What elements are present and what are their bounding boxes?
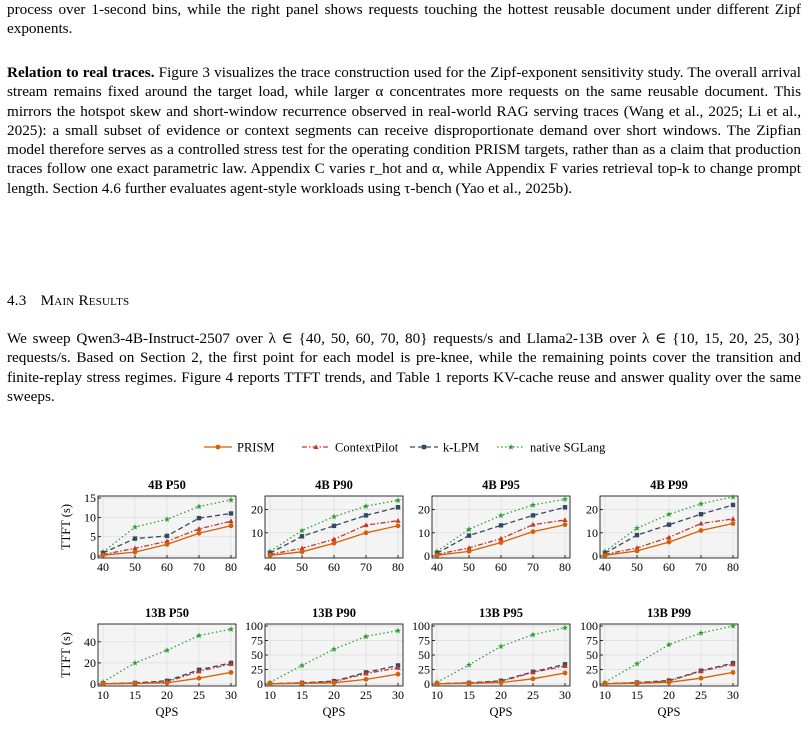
data-point: [229, 511, 233, 515]
data-point: [731, 503, 735, 507]
panel-title: 4B P90: [315, 478, 353, 492]
section-title: Main Results: [40, 292, 130, 309]
x-axis-label: QPS: [657, 705, 681, 719]
ttft-figure: [0, 436, 808, 748]
data-point: [467, 549, 472, 554]
y-tick-label: 50: [586, 648, 598, 662]
data-point: [667, 540, 672, 545]
x-tick-label: 70: [193, 560, 205, 574]
x-tick-label: 70: [360, 560, 372, 574]
figure-panels: [59, 478, 739, 719]
panel-4b-p95: [418, 478, 571, 574]
y-tick-label: 100: [412, 619, 430, 633]
y-tick-label: 100: [580, 619, 598, 633]
x-tick-label: 70: [695, 560, 707, 574]
x-tick-label: 25: [193, 688, 205, 702]
data-point: [300, 549, 305, 554]
y-tick-label: 50: [418, 648, 430, 662]
y-tick-label: 20: [418, 502, 430, 517]
x-tick-label: 25: [360, 688, 372, 702]
panel-title: 4B P50: [148, 478, 186, 492]
data-point: [197, 516, 201, 520]
panel-title: 13B P90: [311, 606, 357, 620]
data-point: [699, 528, 704, 533]
data-point: [364, 513, 368, 517]
legend-label: native SGLang: [530, 440, 606, 455]
data-point: [396, 505, 400, 509]
y-tick-label: 20: [251, 502, 263, 517]
x-tick-label: 70: [527, 560, 539, 574]
y-tick-label: 0: [90, 549, 96, 563]
legend-entry-prism: [204, 441, 275, 455]
data-point: [699, 676, 704, 681]
panel-4b-p50: [59, 478, 237, 574]
legend-label: k-LPM: [443, 440, 480, 455]
data-point: [197, 676, 202, 681]
x-tick-label: 40: [599, 560, 611, 574]
x-tick-label: 60: [328, 560, 340, 574]
panel-title: 13B P95: [478, 606, 524, 620]
data-point: [499, 523, 503, 527]
x-tick-label: 30: [727, 688, 739, 702]
data-point: [229, 523, 234, 528]
x-axis-label: QPS: [155, 705, 179, 719]
panel-4b-p99: [586, 478, 739, 574]
data-point: [165, 534, 169, 538]
y-tick-label: 0: [424, 677, 430, 691]
x-tick-label: 80: [559, 560, 571, 574]
y-tick-label: 25: [251, 662, 263, 677]
panel-13b-p50: [59, 606, 237, 719]
section-heading: [7, 292, 129, 310]
data-point: [435, 681, 440, 686]
x-tick-label: 15: [129, 688, 141, 702]
data-point: [165, 542, 170, 547]
panel-title: 4B P99: [650, 478, 688, 492]
data-point: [499, 680, 504, 685]
x-tick-label: 10: [97, 688, 109, 702]
data-point: [667, 680, 672, 685]
y-tick-label: 10: [251, 525, 263, 540]
data-point: [603, 553, 608, 558]
y-tick-label: 0: [592, 549, 598, 563]
x-tick-label: 25: [527, 688, 539, 702]
data-point: [268, 681, 273, 686]
data-point: [165, 681, 170, 686]
data-point: [332, 524, 336, 528]
panel-title: 13B P99: [646, 606, 692, 620]
data-point: [531, 513, 535, 517]
data-point: [396, 523, 401, 528]
x-tick-label: 15: [296, 688, 308, 702]
x-tick-label: 80: [392, 560, 404, 574]
legend-label: PRISM: [237, 440, 275, 455]
data-point: [563, 505, 567, 509]
data-point: [563, 522, 568, 527]
y-tick-label: 100: [245, 619, 263, 633]
legend-label: ContextPilot: [335, 440, 399, 455]
y-tick-label: 40: [84, 634, 96, 649]
data-point: [300, 681, 305, 686]
relation-paragraph: [7, 63, 801, 198]
y-tick-label: 0: [90, 677, 96, 691]
x-tick-label: 30: [559, 688, 571, 702]
x-tick-label: 15: [463, 688, 475, 702]
y-tick-label: 10: [418, 525, 430, 540]
data-point: [364, 677, 369, 682]
legend-entry-contextpilot: [302, 441, 399, 455]
y-tick-label: 50: [251, 648, 263, 662]
x-tick-label: 50: [631, 560, 643, 574]
data-point: [563, 671, 568, 676]
data-point: [603, 681, 608, 686]
x-tick-label: 30: [225, 688, 237, 702]
y-tick-label: 15: [84, 491, 96, 505]
data-point: [635, 533, 639, 537]
main-results-body: We sweep Qwen3-4B-Instruct-2507 over λ ∈ {40, 50, 60, 70, 80} requests/s and Llama2-13B over λ ∈ {10, 15, 20, 25, 30} requests/s. Based on Section 2, the first point for each model is pre-knee, while the remaining points cover the transition and finite-replay stress regimes. Figure 4 reports TTFT trends, and Table 1 reports KV-cache reuse and answer quality over the same sweeps.: [7, 330, 801, 405]
x-axis-label: QPS: [489, 705, 513, 719]
data-point: [332, 680, 337, 685]
y-tick-label: 75: [586, 633, 598, 648]
x-tick-label: 10: [431, 688, 443, 702]
data-point: [435, 553, 440, 558]
legend-entry-k-lpm: [410, 441, 479, 455]
data-point: [467, 681, 472, 686]
data-point: [101, 681, 106, 686]
section-number: 4.3: [7, 292, 27, 309]
x-tick-label: 50: [129, 560, 141, 574]
main-results-paragraph: [7, 329, 801, 406]
y-tick-label: 0: [592, 677, 598, 691]
data-point: [133, 550, 138, 555]
data-point: [635, 548, 640, 553]
y-tick-label: 0: [424, 549, 430, 563]
data-point: [229, 670, 234, 675]
x-tick-label: 50: [463, 560, 475, 574]
panel-title: 4B P95: [482, 478, 520, 492]
panel-13b-p95: [412, 606, 571, 719]
x-tick-label: 20: [161, 688, 173, 702]
panel-13b-p90: [245, 606, 404, 719]
data-point: [197, 531, 202, 536]
panel-title: 13B P50: [144, 606, 190, 620]
y-tick-label: 75: [418, 633, 430, 648]
data-point: [268, 553, 273, 558]
legend-marker: [216, 445, 221, 450]
y-tick-label: 25: [586, 662, 598, 677]
panel-4b-p90: [251, 478, 404, 574]
x-tick-label: 60: [161, 560, 173, 574]
x-tick-label: 20: [495, 688, 507, 702]
continuation-text: process over 1-second bins, while the right panel shows requests touching the hottest reusable document under different Zipf exponents.: [7, 1, 801, 38]
x-tick-label: 60: [495, 560, 507, 574]
y-tick-label: 25: [418, 662, 430, 677]
x-axis-label: QPS: [322, 705, 346, 719]
y-tick-label: 10: [586, 525, 598, 540]
y-axis-label: TTFT (s): [59, 504, 73, 550]
x-tick-label: 10: [264, 688, 276, 702]
y-tick-label: 0: [257, 677, 263, 691]
x-tick-label: 40: [97, 560, 109, 574]
data-point: [531, 529, 536, 534]
x-tick-label: 20: [663, 688, 675, 702]
y-axis-label: TTFT (s): [59, 632, 73, 678]
data-point: [667, 522, 671, 526]
data-point: [300, 534, 304, 538]
data-point: [396, 672, 401, 677]
data-point: [531, 676, 536, 681]
panel-13b-p99: [580, 606, 739, 719]
data-point: [699, 512, 703, 516]
data-point: [499, 540, 504, 545]
y-tick-label: 10: [84, 510, 96, 525]
legend-marker: [422, 445, 426, 449]
x-tick-label: 10: [599, 688, 611, 702]
x-tick-label: 15: [631, 688, 643, 702]
x-tick-label: 20: [328, 688, 340, 702]
x-tick-label: 80: [727, 560, 739, 574]
x-tick-label: 40: [431, 560, 443, 574]
x-tick-label: 50: [296, 560, 308, 574]
legend-entry-native-sglang: [497, 441, 606, 455]
y-tick-label: 5: [90, 529, 96, 544]
data-point: [467, 533, 471, 537]
y-tick-label: 75: [251, 633, 263, 648]
y-tick-label: 20: [586, 502, 598, 517]
y-tick-label: 20: [84, 655, 96, 670]
data-point: [332, 541, 337, 546]
data-point: [635, 681, 640, 686]
data-point: [133, 536, 137, 540]
relation-body: Figure 3 visualizes the trace construction used for the Zipf-exponent sensitivity study. The overall arrival stream remains fixed around the target load, while larger α concentrates more requests on the same reusable document. This mirrors the hotspot skew and short-window recurrence observed in real-world RAG serving traces (Wang et al., 2025; Li et al., 2025): a small subset of evidence or context segments can receive disproportionate demand over short windows. The Zipfian model therefore serves as a controlled stress test for the operating condition PRISM targets, rather than as a claim that production traces follow one exact parametric law. Appendix C varies r_hot and α, while Appendix F varies retrieval top-k to change prompt length. Section 4.6 further evaluates agent-style workloads using τ-bench (Yao et al., 2025b).: [7, 64, 802, 197]
data-point: [731, 670, 736, 675]
data-point: [133, 681, 138, 686]
continuation-paragraph: [7, 0, 801, 39]
relation-heading: Relation to real traces.: [7, 64, 155, 81]
x-tick-label: 80: [225, 560, 237, 574]
data-point: [101, 553, 106, 558]
x-tick-label: 60: [663, 560, 675, 574]
x-tick-label: 25: [695, 688, 707, 702]
data-point: [364, 530, 369, 535]
data-point: [731, 521, 736, 526]
x-tick-label: 30: [392, 688, 404, 702]
x-tick-label: 40: [264, 560, 276, 574]
figure-legend: [204, 441, 606, 455]
